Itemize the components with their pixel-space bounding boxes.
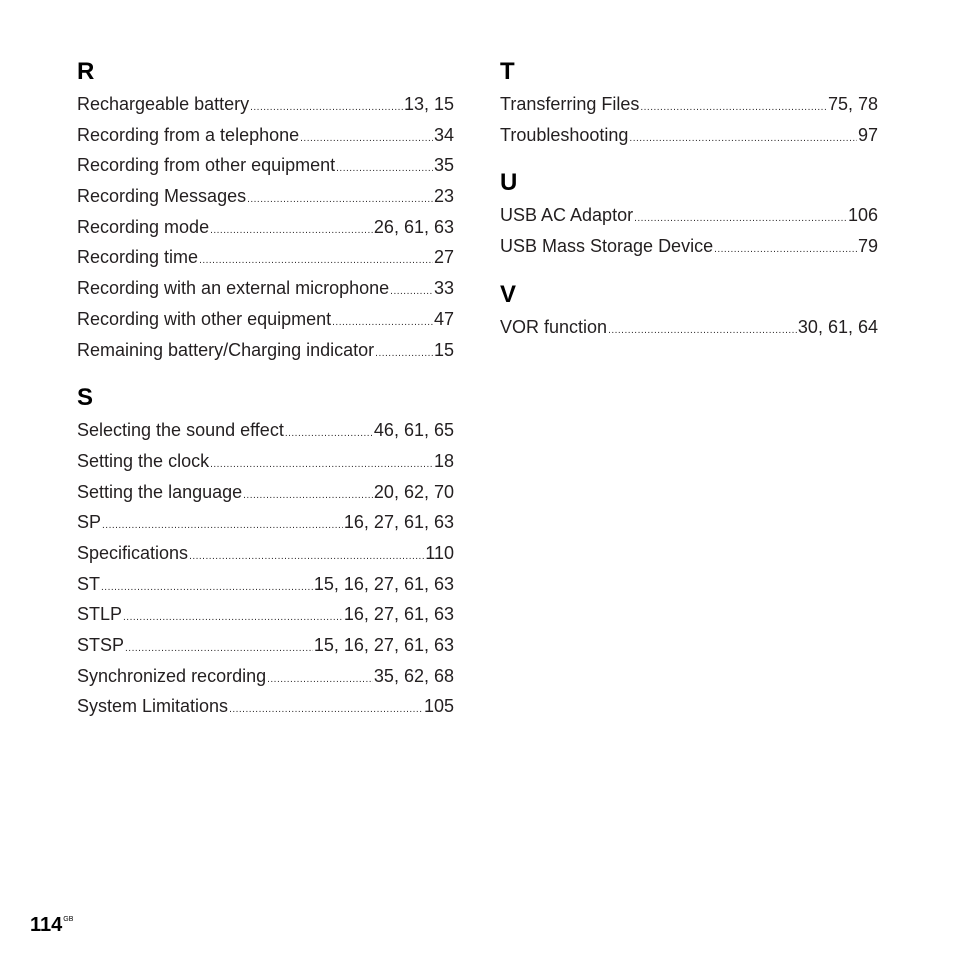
index-term: Synchronized recording bbox=[77, 665, 267, 686]
index-pages: 16, 27, 61, 63 bbox=[343, 512, 454, 533]
index-entry bbox=[77, 599, 454, 630]
dot-leader bbox=[390, 277, 433, 308]
dot-leader bbox=[285, 419, 373, 450]
index-pages: 46, 61, 65 bbox=[373, 420, 454, 441]
index-term: SP bbox=[77, 512, 102, 533]
index-term: Selecting the sound effect bbox=[77, 420, 284, 441]
index-pages: 15, 16, 27, 61, 63 bbox=[313, 573, 454, 594]
index-pages: 18 bbox=[433, 450, 454, 471]
index-term: Recording with an external microphone bbox=[77, 278, 390, 299]
index-term: USB Mass Storage Device bbox=[500, 236, 714, 257]
index-entry bbox=[500, 312, 878, 343]
index-entry bbox=[77, 446, 454, 477]
index-column-right bbox=[500, 58, 878, 361]
dot-leader bbox=[375, 339, 433, 370]
region-code: GB bbox=[63, 916, 74, 923]
index-entry bbox=[500, 200, 878, 231]
section-letter: U bbox=[500, 169, 518, 197]
index-pages: 27 bbox=[433, 247, 454, 268]
index-entry bbox=[77, 538, 454, 569]
index-entry bbox=[500, 231, 878, 262]
dot-leader bbox=[267, 665, 373, 696]
dot-leader bbox=[714, 235, 857, 266]
index-term: Transferring Files bbox=[500, 94, 640, 114]
index-entry bbox=[500, 120, 878, 151]
index-pages: 30, 61, 64 bbox=[797, 316, 878, 337]
index-section-t bbox=[500, 58, 878, 150]
index-entry bbox=[500, 89, 878, 120]
index-section-s bbox=[77, 384, 454, 722]
index-term: Remaining battery/Charging indicator bbox=[77, 339, 375, 360]
section-letter: V bbox=[500, 280, 517, 308]
dot-leader bbox=[210, 216, 373, 247]
dot-leader bbox=[336, 154, 433, 185]
index-pages: 79 bbox=[857, 236, 878, 257]
index-entry bbox=[77, 630, 454, 661]
index-pages: 26, 61, 63 bbox=[373, 216, 454, 237]
section-letter: S bbox=[77, 384, 94, 412]
index-entry bbox=[77, 89, 454, 120]
index-pages: 35 bbox=[433, 155, 454, 176]
page-number bbox=[30, 908, 73, 937]
index-term: STSP bbox=[77, 635, 125, 655]
index-pages: 105 bbox=[423, 696, 454, 717]
index-entry bbox=[77, 507, 454, 538]
index-entry bbox=[77, 181, 454, 212]
index-term: Rechargeable battery bbox=[77, 94, 250, 114]
page-number-value: 114 bbox=[30, 914, 63, 936]
dot-leader bbox=[101, 573, 313, 604]
section-letter: T bbox=[500, 58, 515, 85]
index-pages: 15 bbox=[433, 339, 454, 360]
dot-leader bbox=[629, 124, 857, 155]
index-entry bbox=[77, 335, 454, 366]
index-entry bbox=[77, 242, 454, 273]
index-term: System Limitations bbox=[77, 696, 229, 717]
index-entry bbox=[77, 661, 454, 692]
index-term: Recording Messages bbox=[77, 186, 247, 207]
index-pages: 34 bbox=[433, 124, 454, 145]
index-entry bbox=[77, 120, 454, 151]
index-term: Recording time bbox=[77, 247, 199, 268]
index-term: Recording with other equipment bbox=[77, 308, 332, 329]
index-section-r bbox=[77, 58, 454, 365]
index-term: USB AC Adaptor bbox=[500, 205, 634, 226]
index-term: Troubleshooting bbox=[500, 124, 629, 145]
index-entry bbox=[77, 569, 454, 600]
index-pages: 47 bbox=[433, 308, 454, 329]
index-entry bbox=[77, 477, 454, 508]
index-pages: 20, 62, 70 bbox=[373, 481, 454, 502]
index-term: STLP bbox=[77, 604, 123, 625]
index-entry bbox=[77, 691, 454, 722]
index-entry bbox=[77, 415, 454, 446]
index-term: Setting the language bbox=[77, 481, 243, 502]
index-entry bbox=[77, 273, 454, 304]
index-term: Setting the clock bbox=[77, 450, 210, 471]
section-letter: R bbox=[77, 58, 95, 85]
index-entry bbox=[77, 150, 454, 181]
dot-leader bbox=[608, 316, 797, 347]
index-pages: 75, 78 bbox=[827, 94, 878, 114]
index-pages: 110 bbox=[425, 542, 454, 563]
index-term: VOR function bbox=[500, 316, 608, 337]
index-column-left bbox=[77, 58, 454, 741]
dot-leader bbox=[640, 93, 827, 124]
index-term: Recording mode bbox=[77, 216, 210, 237]
index-pages: 35, 62, 68 bbox=[373, 665, 454, 686]
index-section-u bbox=[500, 169, 878, 261]
index-pages: 97 bbox=[857, 124, 878, 145]
index-entry bbox=[77, 212, 454, 243]
index-section-v bbox=[500, 281, 878, 343]
index-pages: 13, 15 bbox=[403, 94, 454, 114]
index-term: ST bbox=[77, 573, 101, 594]
index-pages: 33 bbox=[433, 278, 454, 299]
index-pages: 15, 16, 27, 61, 63 bbox=[313, 635, 454, 655]
index-term: Specifications bbox=[77, 542, 189, 563]
index-pages: 23 bbox=[433, 186, 454, 207]
index-pages: 106 bbox=[847, 205, 878, 226]
dot-leader bbox=[123, 603, 343, 634]
index-term: Recording from other equipment bbox=[77, 155, 336, 176]
index-term: Recording from a telephone bbox=[77, 124, 300, 145]
index-pages: 16, 27, 61, 63 bbox=[343, 604, 454, 625]
index-entry bbox=[77, 304, 454, 335]
dot-leader bbox=[229, 695, 423, 726]
